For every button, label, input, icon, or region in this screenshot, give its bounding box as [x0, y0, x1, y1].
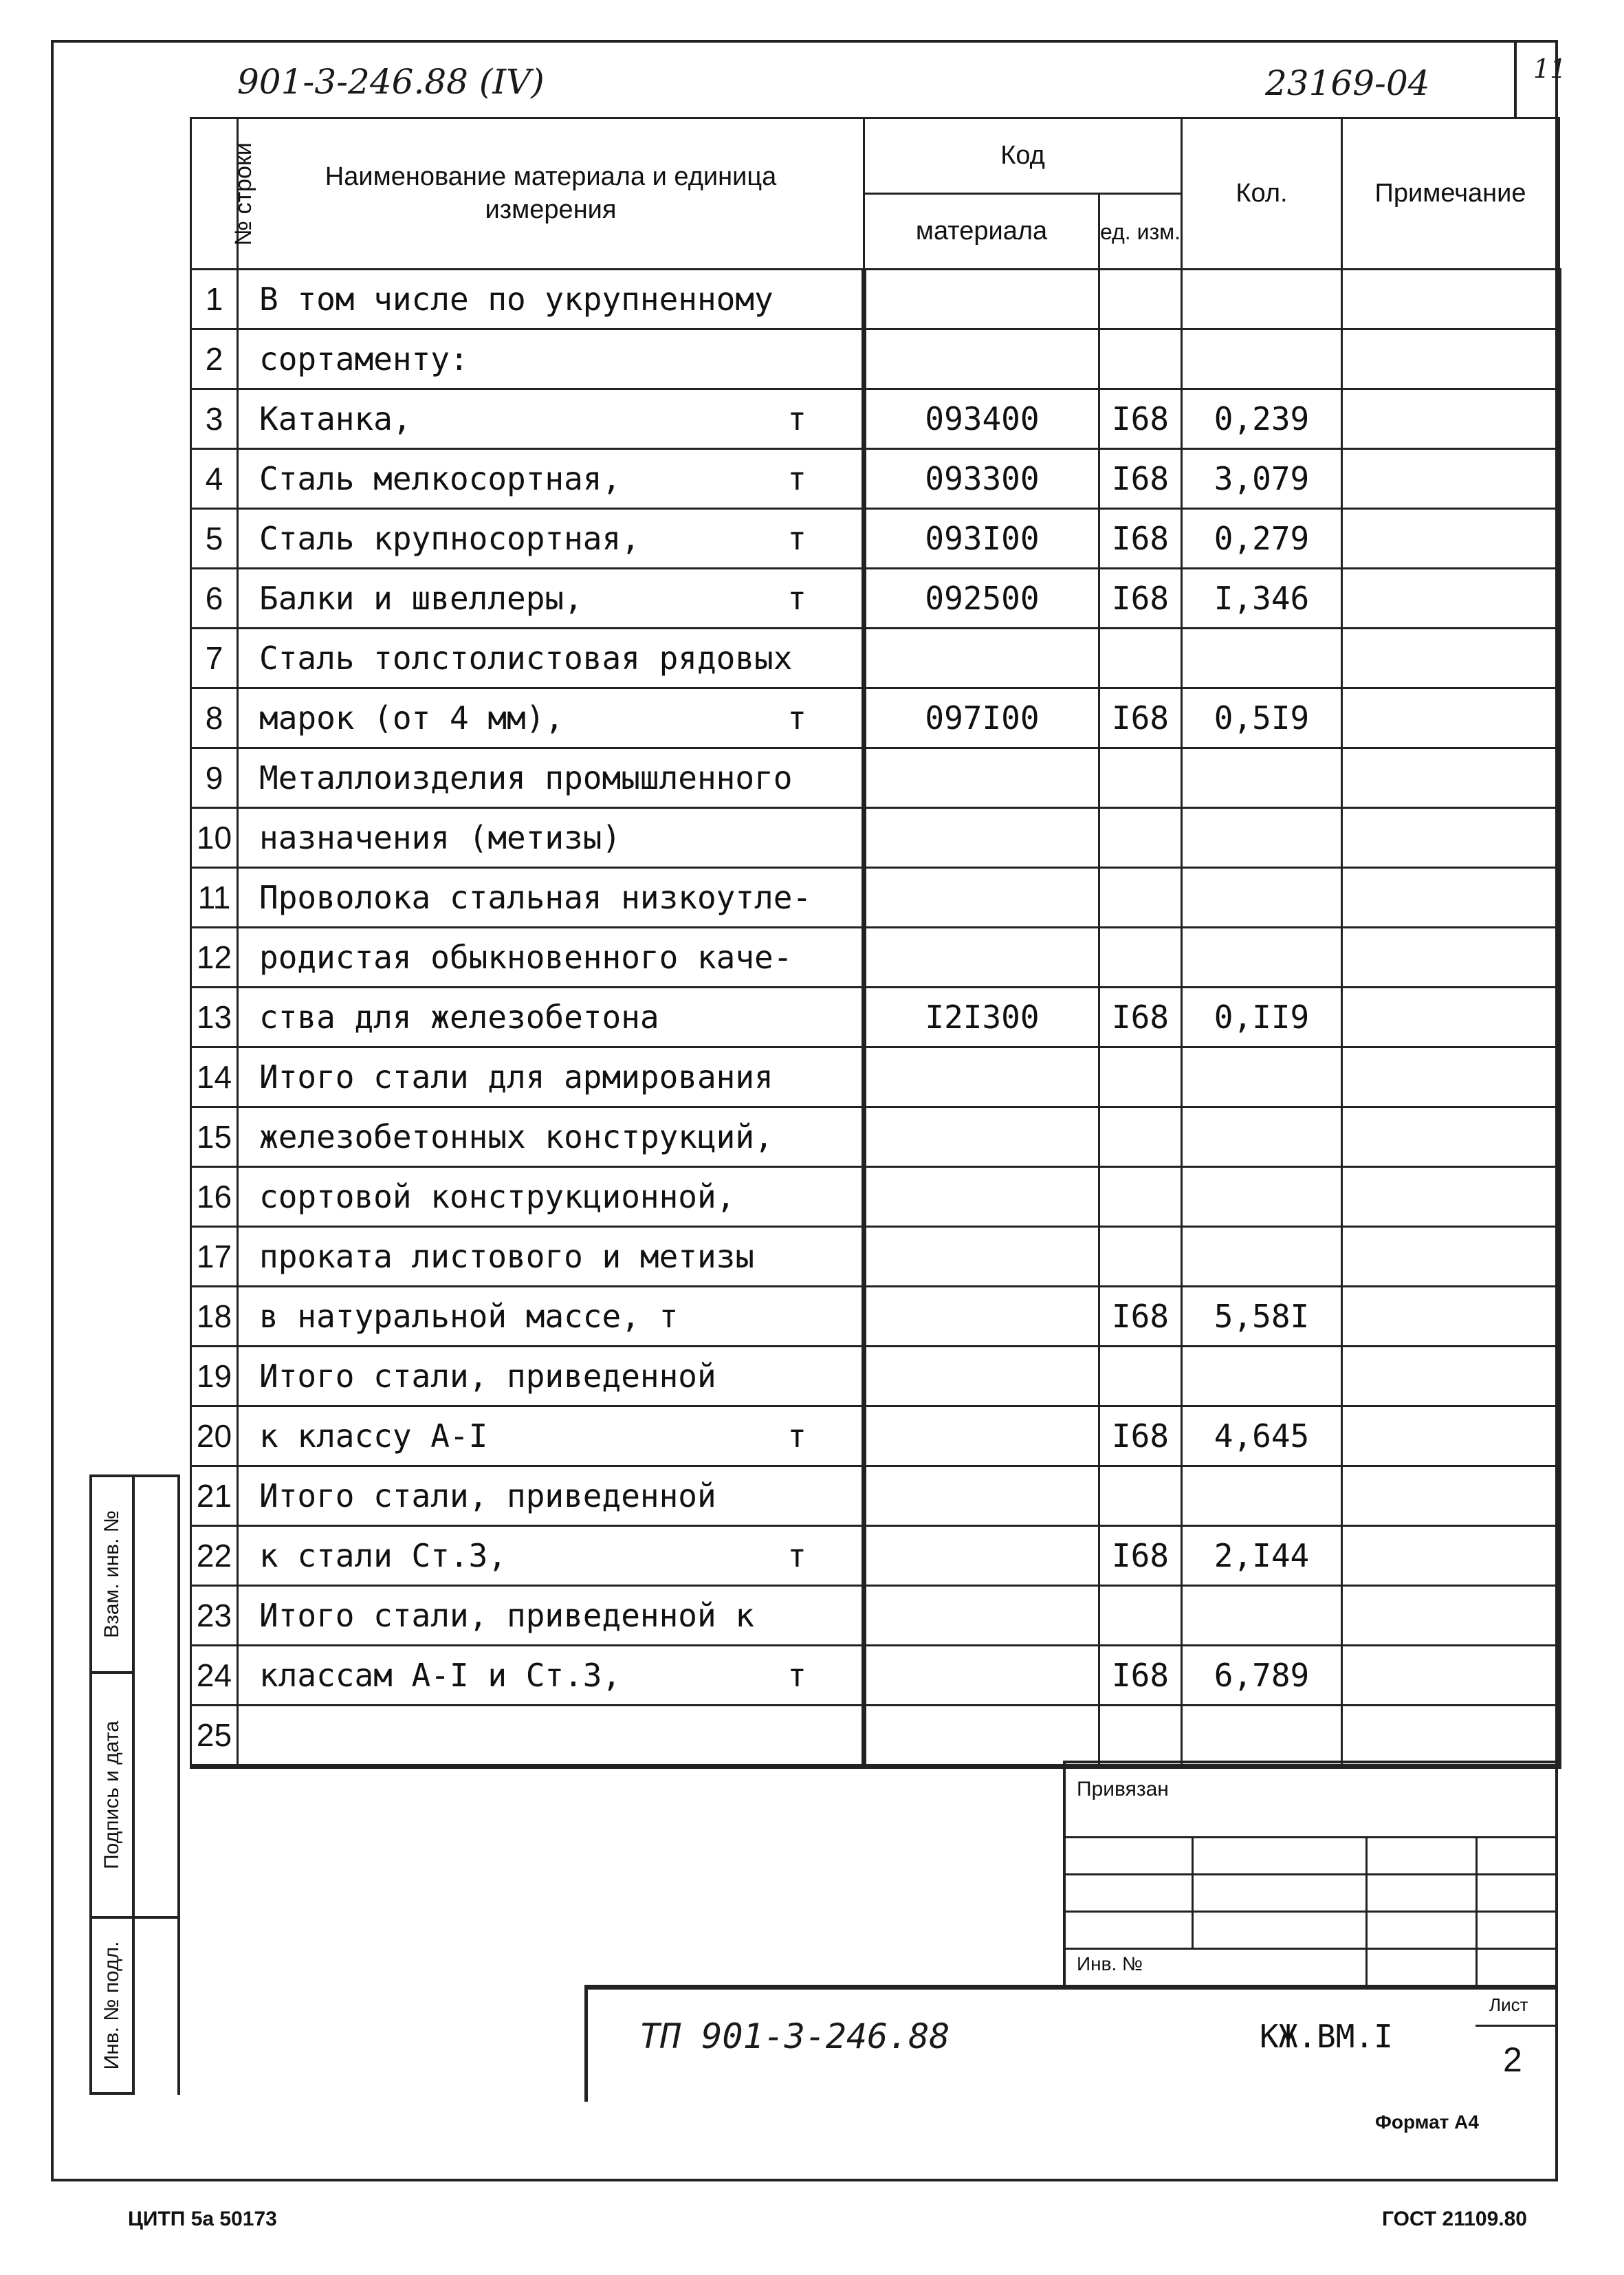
- table-row: [191, 1227, 1559, 1287]
- quantity: [1182, 1347, 1342, 1406]
- quantity: [1182, 1706, 1342, 1767]
- table-row: [191, 988, 1559, 1047]
- quantity: 0,II9: [1182, 988, 1342, 1047]
- note: [1342, 389, 1559, 449]
- col-material-name: Наименование материала и единица измерения: [238, 118, 864, 270]
- note: [1342, 1706, 1559, 1767]
- material-name: [238, 449, 864, 509]
- table-row: [191, 688, 1559, 748]
- material-name: [238, 569, 864, 629]
- col-code-material: материала: [864, 194, 1099, 270]
- table-row: [191, 270, 1559, 329]
- note: [1342, 1406, 1559, 1466]
- row-number: 10: [191, 808, 238, 868]
- row-number: 1: [191, 270, 238, 329]
- material-name-text: Катанка,: [259, 400, 412, 437]
- material-code: I2I300: [864, 988, 1099, 1047]
- table-row: [191, 1347, 1559, 1406]
- material-name-text: к стали Ст.3,: [259, 1537, 507, 1574]
- material-code: [864, 1586, 1099, 1646]
- unit-code: I68: [1099, 1287, 1182, 1347]
- quantity: 5,58I: [1182, 1287, 1342, 1347]
- table-row: [191, 748, 1559, 808]
- quantity: 0,239: [1182, 389, 1342, 449]
- unit-code: [1099, 329, 1182, 389]
- material-code: [864, 1526, 1099, 1586]
- material-name-text: железобетонных конструкций,: [259, 1118, 773, 1155]
- table-row: [191, 389, 1559, 449]
- material-name: [238, 1466, 864, 1526]
- note: [1342, 868, 1559, 928]
- material-name-text: Сталь мелкосортная,: [259, 460, 622, 497]
- note: [1342, 629, 1559, 688]
- note: [1342, 569, 1559, 629]
- unit-code: I68: [1099, 389, 1182, 449]
- title-block-rule: [1475, 1836, 1478, 1988]
- measure-unit: т: [787, 1537, 806, 1574]
- material-code: 097I00: [864, 688, 1099, 748]
- quantity: [1182, 1227, 1342, 1287]
- title-block-rule: [1063, 1948, 1558, 1950]
- table-row: [191, 1646, 1559, 1706]
- note: [1342, 1047, 1559, 1107]
- row-number: 15: [191, 1107, 238, 1167]
- title-block-rule: [1475, 2025, 1558, 2027]
- title-block-rule: [1192, 1836, 1194, 1948]
- sidebar-rule: [135, 1916, 180, 1919]
- material-name-text: в натуральной массе, т: [259, 1298, 679, 1335]
- material-name-text: сортаменту:: [259, 340, 469, 378]
- unit-code: I68: [1099, 509, 1182, 569]
- quantity: 6,789: [1182, 1646, 1342, 1706]
- material-code: [864, 270, 1099, 329]
- note: [1342, 988, 1559, 1047]
- unit-code: I68: [1099, 569, 1182, 629]
- unit-code: [1099, 1586, 1182, 1646]
- material-name: [238, 1167, 864, 1227]
- title-block-rule: [1063, 1761, 1558, 1763]
- material-code: 093I00: [864, 509, 1099, 569]
- measure-unit: т: [787, 1657, 806, 1694]
- material-name: [238, 1526, 864, 1586]
- row-number: 23: [191, 1586, 238, 1646]
- material-name: [238, 1347, 864, 1406]
- measure-unit: т: [787, 460, 806, 497]
- page-number-handwritten: 11: [1533, 54, 1567, 84]
- unit-code: I68: [1099, 688, 1182, 748]
- sheet-label: Лист: [1489, 1994, 1528, 2015]
- material-code: [864, 868, 1099, 928]
- note: [1342, 1586, 1559, 1646]
- quantity: 0,279: [1182, 509, 1342, 569]
- material-name-text: проката листового и метизы: [259, 1238, 755, 1275]
- note: [1342, 509, 1559, 569]
- unit-code: [1099, 1167, 1182, 1227]
- note: [1342, 808, 1559, 868]
- title-block-rule: [1063, 1873, 1558, 1875]
- table-row: [191, 329, 1559, 389]
- row-number: 22: [191, 1526, 238, 1586]
- unit-code: I68: [1099, 1406, 1182, 1466]
- note: [1342, 1646, 1559, 1706]
- quantity: [1182, 1047, 1342, 1107]
- row-number: 9: [191, 748, 238, 808]
- table-row: [191, 1287, 1559, 1347]
- note: [1342, 1167, 1559, 1227]
- measure-unit: т: [787, 520, 806, 557]
- row-number: 3: [191, 389, 238, 449]
- note: [1342, 329, 1559, 389]
- material-name: [238, 1406, 864, 1466]
- row-number: 19: [191, 1347, 238, 1406]
- unit-code: [1099, 1706, 1182, 1767]
- material-name-text: Итого стали, приведенной к: [259, 1597, 755, 1634]
- row-number: 24: [191, 1646, 238, 1706]
- measure-unit: т: [787, 1417, 806, 1455]
- table-row: [191, 868, 1559, 928]
- table-row: [191, 509, 1559, 569]
- unit-code: [1099, 1347, 1182, 1406]
- table-row: [191, 1107, 1559, 1167]
- quantity: [1182, 1167, 1342, 1227]
- table-row: [191, 808, 1559, 868]
- row-number: 12: [191, 928, 238, 988]
- quantity: 4,645: [1182, 1406, 1342, 1466]
- unit-code: [1099, 928, 1182, 988]
- unit-code: [1099, 808, 1182, 868]
- col-quantity: Кол.: [1182, 118, 1342, 270]
- title-block-rule: [584, 1985, 1558, 1990]
- table-row: [191, 1167, 1559, 1227]
- title-block-rule: [1365, 1836, 1368, 1988]
- stamp-replacement-inv: Взам. инв. №: [89, 1474, 135, 1674]
- note: [1342, 928, 1559, 988]
- note: [1342, 1287, 1559, 1347]
- measure-unit: т: [787, 699, 806, 737]
- note: [1342, 1466, 1559, 1526]
- table-row: [191, 1586, 1559, 1646]
- measure-unit: т: [787, 580, 806, 617]
- material-name-text: сортовой конструкционной,: [259, 1178, 736, 1215]
- row-number: 8: [191, 688, 238, 748]
- unit-code: [1099, 1466, 1182, 1526]
- material-code: [864, 629, 1099, 688]
- sheet-number: 2: [1503, 2040, 1522, 2079]
- title-block-rule: [1063, 1911, 1558, 1913]
- col-note: Примечание: [1342, 118, 1559, 270]
- note: [1342, 1107, 1559, 1167]
- material-code: [864, 1466, 1099, 1526]
- quantity: [1182, 868, 1342, 928]
- quantity: [1182, 808, 1342, 868]
- note: [1342, 1526, 1559, 1586]
- material-name-text: Балки и швеллеры,: [259, 580, 583, 617]
- table-row: [191, 1047, 1559, 1107]
- material-name-text: Сталь толстолистовая рядовых: [259, 640, 793, 677]
- unit-code: I68: [1099, 988, 1182, 1047]
- row-number: 7: [191, 629, 238, 688]
- material-code: [864, 1047, 1099, 1107]
- measure-unit: т: [787, 400, 806, 437]
- row-number: 16: [191, 1167, 238, 1227]
- corner-divider: [1514, 40, 1517, 117]
- material-code: [864, 1107, 1099, 1167]
- quantity: 3,079: [1182, 449, 1342, 509]
- bound-label: Привязан: [1077, 1778, 1169, 1800]
- material-code: [864, 1227, 1099, 1287]
- material-name: [238, 1047, 864, 1107]
- table-row: [191, 928, 1559, 988]
- material-code: [864, 1646, 1099, 1706]
- material-name: [238, 748, 864, 808]
- quantity: [1182, 270, 1342, 329]
- footer-left-code: ЦИТП 5а 50173: [128, 2208, 277, 2230]
- doc-code-handwritten: 901-3-246.88 (IV): [237, 62, 545, 102]
- table-row: [191, 1406, 1559, 1466]
- sidebar-rule: [177, 1474, 180, 2095]
- unit-code: [1099, 748, 1182, 808]
- material-name: [238, 1646, 864, 1706]
- material-code: 092500: [864, 569, 1099, 629]
- material-name: [238, 1287, 864, 1347]
- unit-code: I68: [1099, 1526, 1182, 1586]
- row-number: 21: [191, 1466, 238, 1526]
- unit-code: [1099, 868, 1182, 928]
- unit-code: I68: [1099, 449, 1182, 509]
- material-name: [238, 389, 864, 449]
- unit-code: [1099, 629, 1182, 688]
- material-name: [238, 1107, 864, 1167]
- unit-code: [1099, 1107, 1182, 1167]
- material-name: [238, 1227, 864, 1287]
- table-row: [191, 569, 1559, 629]
- material-name-text: Сталь крупносортная,: [259, 520, 640, 557]
- material-name-text: ства для железобетона: [259, 999, 659, 1036]
- table-row: [191, 1466, 1559, 1526]
- row-number: 25: [191, 1706, 238, 1767]
- stamp-signature-date: Подпись и дата: [89, 1671, 135, 1919]
- material-name: [238, 988, 864, 1047]
- material-code: [864, 1406, 1099, 1466]
- row-number: 6: [191, 569, 238, 629]
- material-code: [864, 928, 1099, 988]
- row-number: 14: [191, 1047, 238, 1107]
- material-name: [238, 928, 864, 988]
- note: [1342, 688, 1559, 748]
- material-code: [864, 1706, 1099, 1767]
- material-name-text: Проволока стальная низкоутле-: [259, 879, 812, 916]
- material-name-text: к классу А-I: [259, 1417, 488, 1455]
- row-number: 13: [191, 988, 238, 1047]
- material-name: [238, 868, 864, 928]
- col-code-unit: ед. изм.: [1099, 194, 1182, 270]
- format-label: Формат А4: [1375, 2111, 1479, 2133]
- material-name: [238, 1586, 864, 1646]
- note: [1342, 748, 1559, 808]
- row-number: 17: [191, 1227, 238, 1287]
- material-name: [238, 270, 864, 329]
- material-name: [238, 688, 864, 748]
- quantity: [1182, 629, 1342, 688]
- note: [1342, 270, 1559, 329]
- material-name-text: Итого стали, приведенной: [259, 1477, 716, 1514]
- quantity: [1182, 748, 1342, 808]
- sidebar-rule: [135, 1474, 180, 1477]
- material-code: [864, 808, 1099, 868]
- row-number: 11: [191, 868, 238, 928]
- material-code: [864, 1347, 1099, 1406]
- material-code: [864, 329, 1099, 389]
- title-block-rule: [584, 1985, 588, 2102]
- material-code: 093400: [864, 389, 1099, 449]
- material-name-text: В том числе по укрупненному: [259, 281, 773, 318]
- material-name-text: Итого стали для армирования: [259, 1058, 773, 1096]
- col-row-number: № строки: [191, 118, 238, 270]
- row-number: 5: [191, 509, 238, 569]
- table-row: [191, 1526, 1559, 1586]
- material-name-text: назначения (метизы): [259, 819, 622, 856]
- material-name-text: классам А-I и Ст.3,: [259, 1657, 622, 1694]
- inv-no-label: Инв. №: [1077, 1953, 1143, 1974]
- materials-table: [190, 117, 1561, 1769]
- material-code: [864, 1287, 1099, 1347]
- quantity: 2,I44: [1182, 1526, 1342, 1586]
- quantity: [1182, 1586, 1342, 1646]
- row-number: 18: [191, 1287, 238, 1347]
- material-name: [238, 1706, 864, 1767]
- unit-code: I68: [1099, 1646, 1182, 1706]
- quantity: 0,5I9: [1182, 688, 1342, 748]
- table-row: [191, 449, 1559, 509]
- note: [1342, 1347, 1559, 1406]
- material-code: [864, 748, 1099, 808]
- unit-code: [1099, 270, 1182, 329]
- row-number: 4: [191, 449, 238, 509]
- quantity: [1182, 928, 1342, 988]
- note: [1342, 449, 1559, 509]
- quantity: [1182, 1107, 1342, 1167]
- note: [1342, 1227, 1559, 1287]
- project-number: ТП 901-3-246.88: [639, 2016, 950, 2056]
- sheet-code: КЖ.ВМ.I: [1260, 2018, 1393, 2055]
- material-name: [238, 509, 864, 569]
- footer-gost: ГОСТ 21109.80: [1382, 2208, 1527, 2230]
- quantity: [1182, 1466, 1342, 1526]
- quantity: I,346: [1182, 569, 1342, 629]
- table-row: [191, 1706, 1559, 1767]
- material-name: [238, 329, 864, 389]
- quantity: [1182, 329, 1342, 389]
- material-name: [238, 808, 864, 868]
- title-block-rule: [1063, 1836, 1558, 1838]
- material-name-text: марок (от 4 мм),: [259, 699, 564, 737]
- unit-code: [1099, 1047, 1182, 1107]
- material-name-text: Итого стали, приведенной: [259, 1358, 716, 1395]
- stamp-original-inv: Инв. № подл.: [89, 1916, 135, 2095]
- material-name-text: родистая обыкновенного каче-: [259, 939, 793, 976]
- material-code: [864, 1167, 1099, 1227]
- unit-code: [1099, 1227, 1182, 1287]
- material-code: 093300: [864, 449, 1099, 509]
- material-name-text: Металлоизделия промышленного: [259, 759, 793, 796]
- material-name: [238, 629, 864, 688]
- row-number: 2: [191, 329, 238, 389]
- table-row: [191, 629, 1559, 688]
- inventory-code-handwritten: 23169-04: [1265, 63, 1430, 103]
- row-number: 20: [191, 1406, 238, 1466]
- col-code: Код: [864, 118, 1182, 194]
